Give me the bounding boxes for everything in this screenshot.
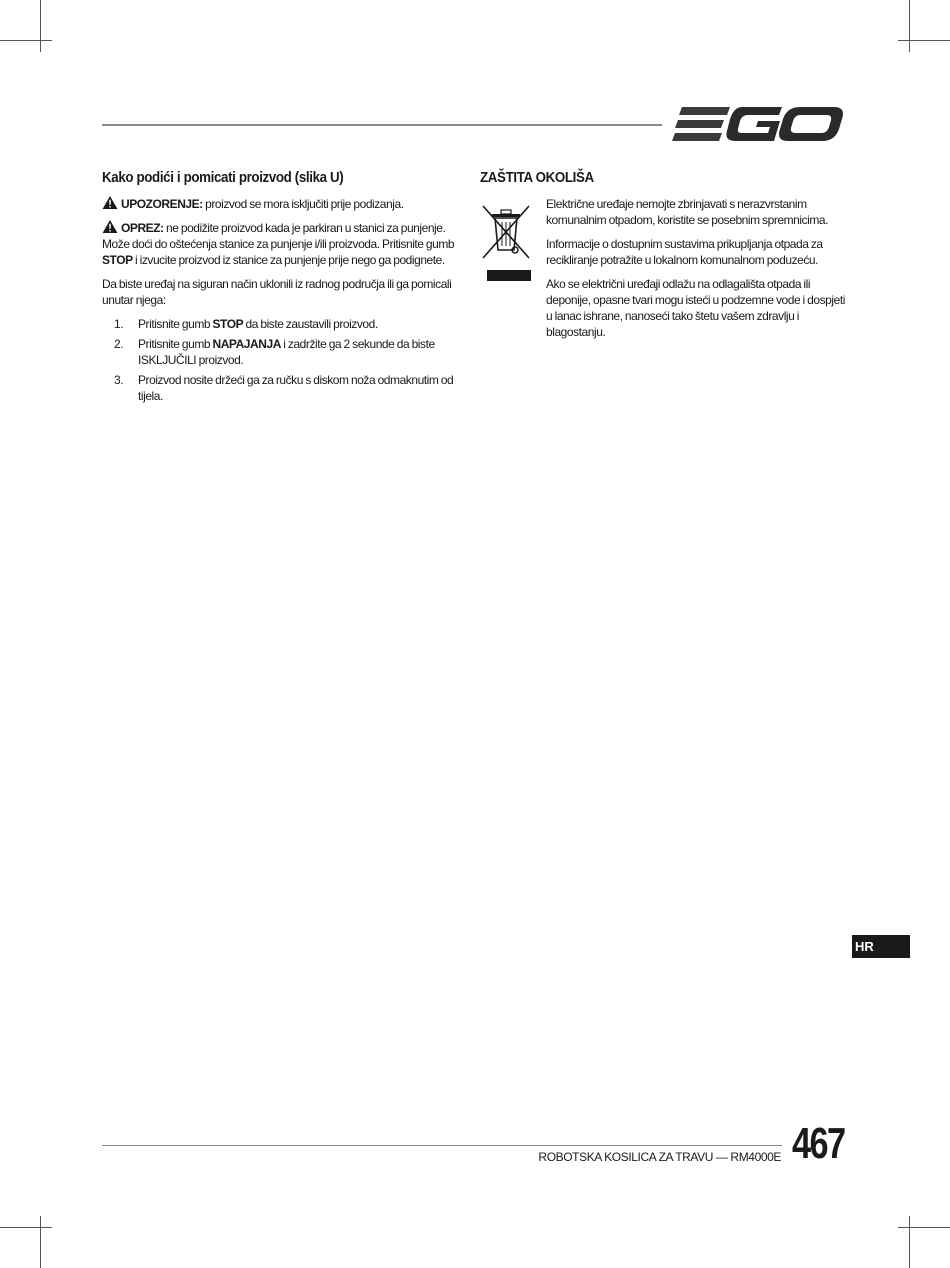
warning-triangle-icon — [102, 196, 118, 209]
caution-label: OPREZ: — [121, 221, 164, 235]
step-2 — [102, 336, 470, 368]
removal-intro: Da biste uređaj na siguran način uklonili iz radnog područja ili ga pomicali unutar njega: — [102, 277, 452, 307]
warning-paragraph — [102, 196, 470, 212]
crop-mark-bottom-left-v — [40, 1216, 41, 1268]
step-text-end: i zadržite ga 2 sekunde da biste ISKLJUČILI proizvod. — [138, 337, 435, 367]
lifting-section — [102, 170, 470, 408]
crop-mark-bottom-right-v — [909, 1216, 910, 1268]
step-number: 3. — [114, 373, 124, 387]
crop-mark-top-left-v — [40, 0, 41, 52]
warning-text: proizvod se mora isključiti prije podizanja. — [202, 197, 404, 211]
lifting-heading: Kako podići i pomicati proizvod (slika U) — [102, 170, 344, 186]
language-tab: HR — [852, 935, 910, 958]
warning-label: UPOZORENJE: — [121, 197, 203, 211]
caution-stop: STOP — [102, 253, 133, 267]
step-number: 2. — [114, 337, 124, 351]
crop-mark-top-right-v — [909, 0, 910, 52]
environment-paragraph-3: Ako se električni uređaji odlažu na odlagališta otpada ili deponije, opasne tvari mogu isteći u podzemne vode i dospjeti u lanac ishrane, nanoseći tako štetu vašem zdravlju i blagostanju. — [546, 277, 845, 339]
step-number: 1. — [114, 317, 124, 331]
environment-section — [480, 170, 850, 348]
environment-heading: ZAŠTITA OKOLIŠA — [480, 170, 594, 186]
crop-mark-top-left-h — [0, 40, 52, 41]
crop-mark-bottom-right-h — [898, 1227, 950, 1228]
crop-mark-top-right-h — [898, 40, 950, 41]
environment-paragraph-1: Električne uređaje nemojte zbrinjavati s nerazvrstanim komunalnim otpadom, koristite se posebnim spremnicima. — [546, 197, 828, 227]
ego-logo — [672, 103, 844, 145]
step-bold: STOP — [212, 317, 244, 331]
step-text: Pritisnite gumb — [138, 337, 213, 351]
environment-text — [546, 196, 850, 340]
caution-text-1: ne podižite proizvod kada je parkiran u stanici za punjenje. Može doći do oštećenja stanice za punjenje i/ili proizvoda. Pritisnite gumb — [102, 221, 455, 251]
footer-product-name: ROBOTSKA KOSILICA ZA TRAVU — RM4000E — [538, 1150, 781, 1164]
step-text-end: da biste zaustavili proizvod. — [243, 317, 378, 331]
caution-paragraph — [102, 220, 470, 268]
crop-mark-bottom-left-h — [0, 1227, 52, 1228]
header-rule — [102, 124, 662, 126]
footer-rule — [102, 1145, 782, 1146]
step-1 — [102, 316, 470, 332]
step-text: Proizvod nosite držeći ga za ručku s diskom noža odmaknutim od tijela. — [138, 373, 454, 403]
environment-paragraph-2: Informacije o dostupnim sustavima prikupljanja otpada za recikliranje potražite u lokalnom komunalnom poduzeću. — [546, 237, 823, 267]
caution-text-2: i izvucite proizvod iz stanice za punjenje prije nego ga podignete. — [132, 253, 445, 267]
step-3 — [102, 372, 470, 404]
page-number: 467 — [792, 1119, 845, 1168]
removal-steps — [102, 316, 470, 404]
step-text: Pritisnite gumb — [138, 317, 213, 331]
caution-triangle-icon — [102, 220, 118, 233]
step-bold: NAPAJANJA — [212, 337, 281, 351]
crossed-out-bin-icon — [480, 202, 532, 282]
